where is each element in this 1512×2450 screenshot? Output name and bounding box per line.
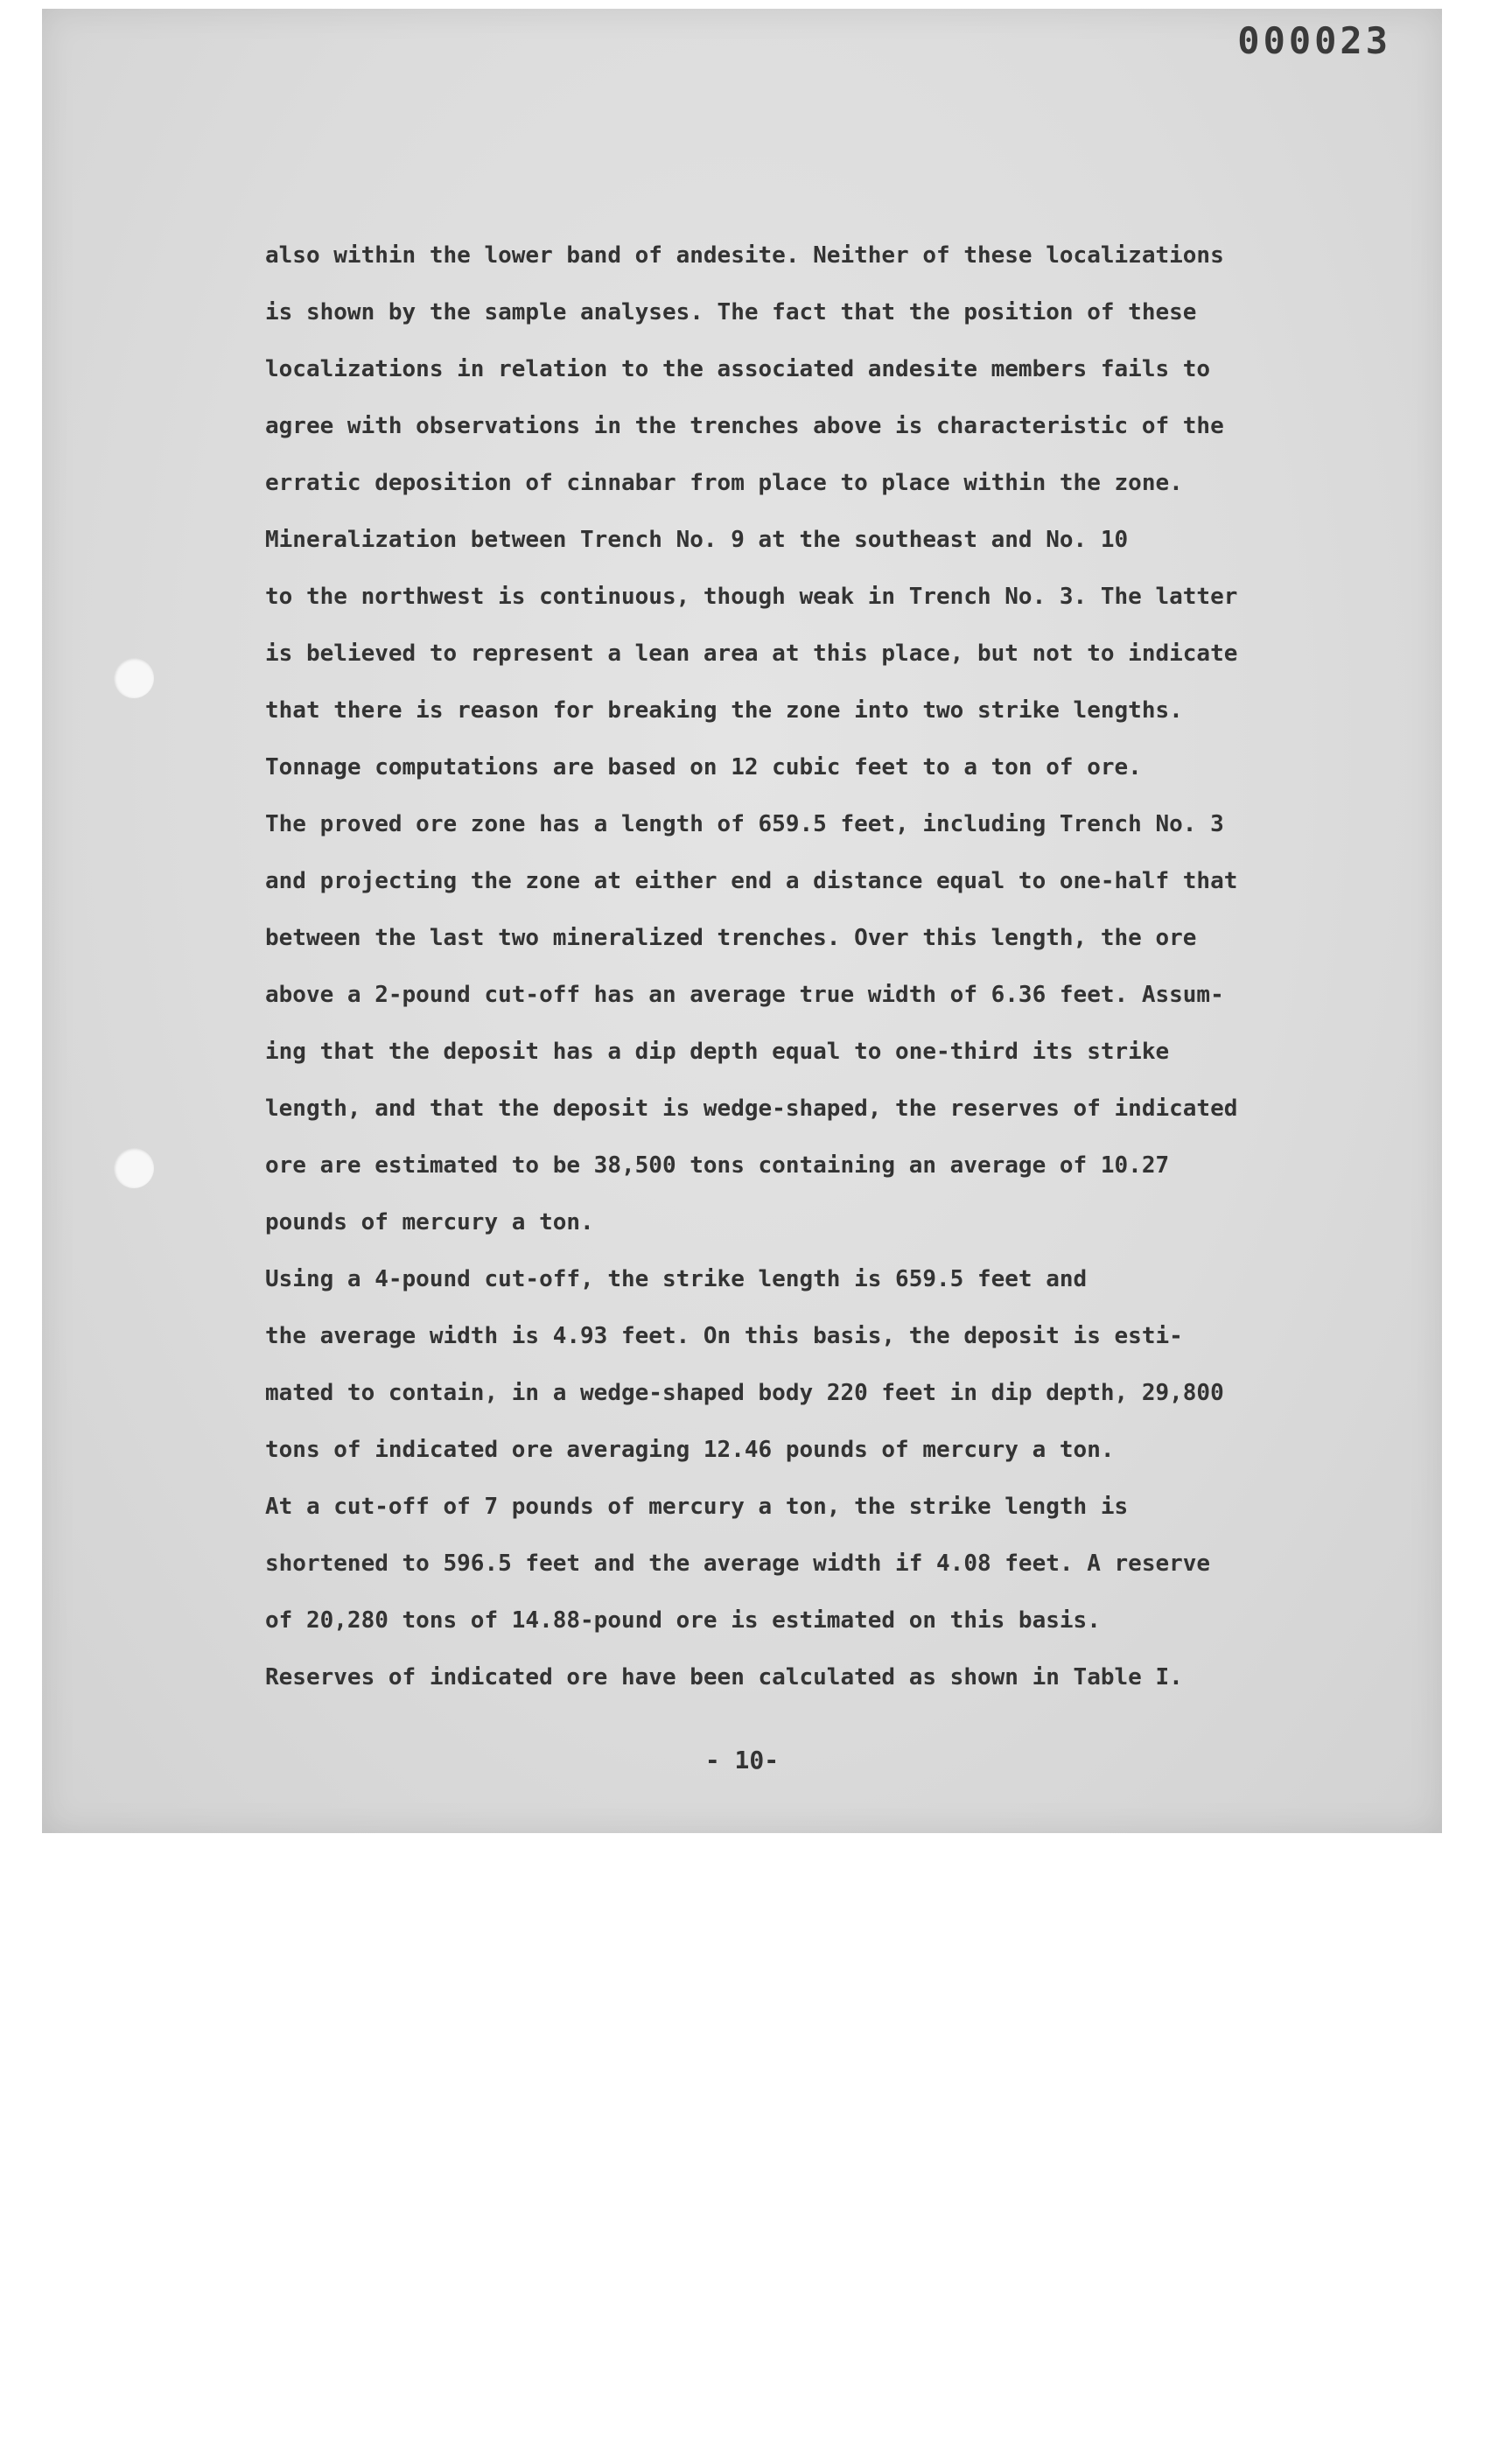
punch-hole-top	[114, 658, 154, 698]
paragraph-3: Tonnage computations are based on 12 cubic feet to a ton of ore. The proved ore zone has a length of 659.5 feet, including Trench No. 3 and projecting the zone at either end a distance equal to one-half that between the last two mineralized trenches. Over this length, the ore above a 2-pound cut-off has an average true width of 6.36 feet. Assum- ing that the deposit has a dip depth equal to one-third its strike length, and that the deposit is wedge-shaped, the reserves of indicated ore are estimated to be 38,500 tons containing an average of 10.27 pounds of mercury a ton.	[265, 754, 1238, 1236]
paragraph-5: At a cut-off of 7 pounds of mercury a ton, the strike length is shortened to 596.5 feet and the average width if 4.08 feet. A reserve of 20,280 tons of 14.88-pound ore is estimated on this basis.	[265, 1494, 1211, 1634]
scanned-page	[42, 9, 1442, 1833]
document-stamp-number: 000023	[1237, 19, 1391, 62]
paragraph-4: Using a 4-pound cut-off, the strike length is 659.5 feet and the average width is 4.93 feet. On this basis, the deposit is esti- mated to contain, in a wedge-shaped body 220 feet in dip depth, 29,800 tons of indicated ore averaging 12.46 pounds of mercury a ton.	[265, 1266, 1224, 1463]
paragraph-1: also within the lower band of andesite. Neither of these localizations is shown by the sample analyses. The fact that the position of these localizations in relation to the associated andesite members fails to agree with observations in the trenches above is characteristic of the erratic deposition of cinnabar from place to place within the zone.	[265, 242, 1224, 496]
page-number: - 10-	[704, 1746, 780, 1774]
paragraph-6: Reserves of indicated ore have been calculated as shown in Table I.	[265, 1664, 1183, 1690]
punch-hole-bottom	[114, 1148, 154, 1188]
body-text	[265, 228, 1376, 1706]
paragraph-2: Mineralization between Trench No. 9 at the southeast and No. 10 to the northwest is continuous, though weak in Trench No. 3. The latter is believed to represent a lean area at this place, but not to indicate that there is reason for breaking the zone into two strike lengths.	[265, 527, 1238, 724]
